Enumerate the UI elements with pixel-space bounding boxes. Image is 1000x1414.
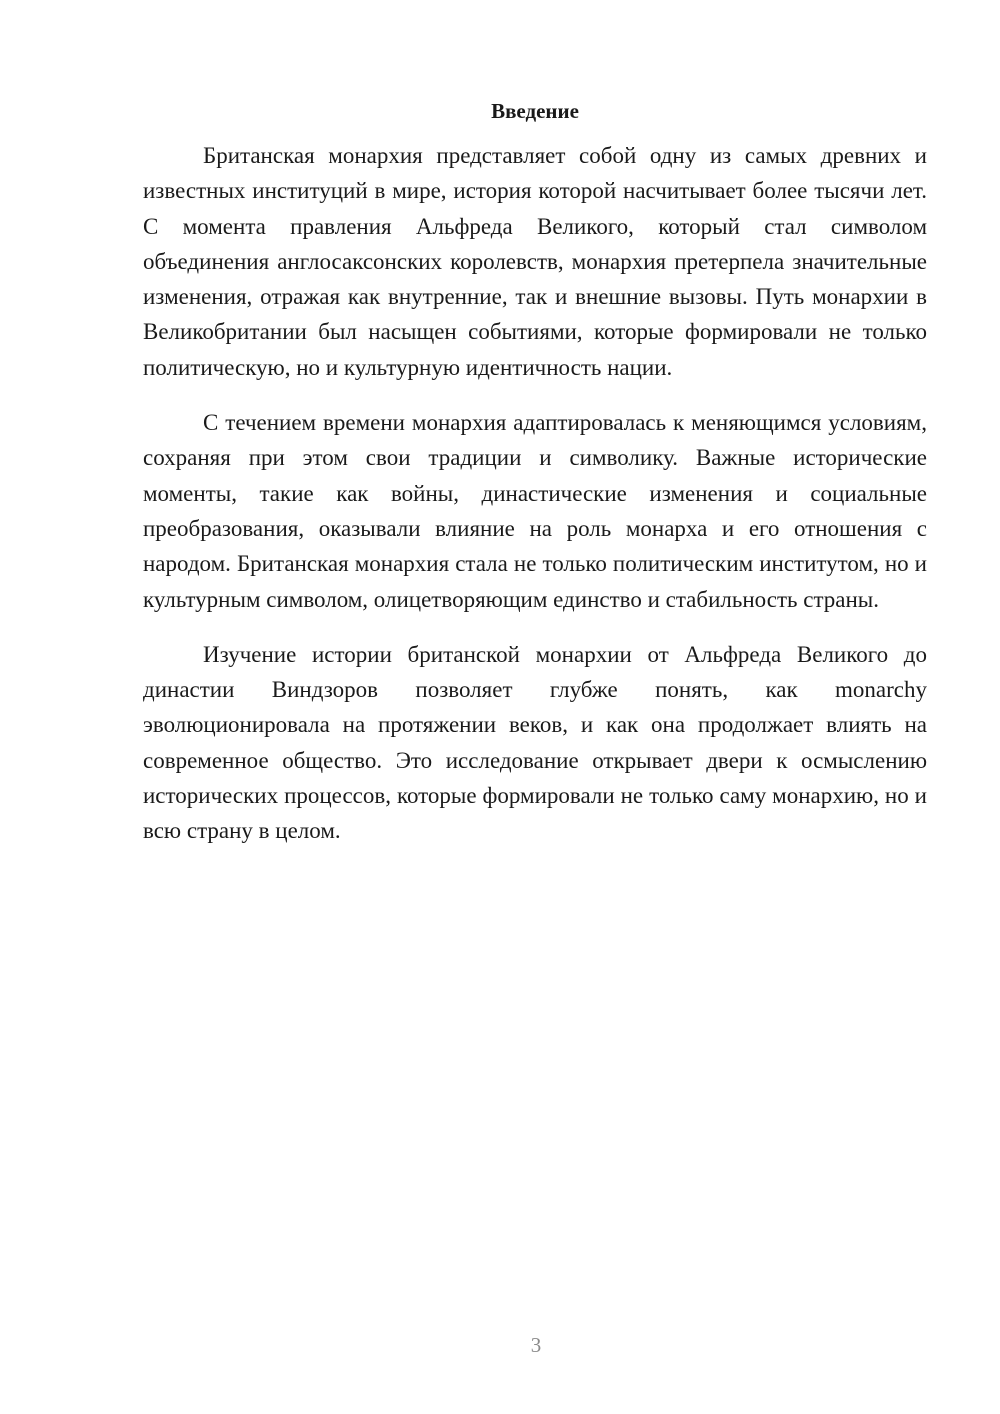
page-number: 3 — [530, 1333, 542, 1357]
section-heading: Введение — [491, 99, 579, 123]
paragraph-2: С течением времени монархия адаптировалась к меняющимся условиям, сохраняя при этом свои традиции и символику. Важные исторические моменты, такие как войны, династические изменения и социальные преобразования, оказывали влияние на роль монарха и его отношения с народом. Британская монархия стала не только политическим институтом, но и культурным символом, олицетворяющим единство и стабильность страны. — [143, 410, 927, 612]
page-content — [143, 96, 927, 869]
paragraph-3: Изучение истории британской монархии от Альфреда Великого до династии Виндзоров позволяет глубже понять, как monarchy эволюционировала на протяжении веков, и как она продолжает влиять на современное общество. Это исследование открывает двери к осмыслению исторических процессов, которые формировали не только саму монархию, но и всю страну в целом. — [143, 641, 927, 844]
paragraph-1: Британская монархия представляет собой одну из самых древних и известных институций в мире, история которой насчитывает более тысячи лет. С момента правления Альфреда Великого, который стал символом объединения англосаксонских королевств, монархия претерпела значительные изменения, отражая как внутренние, так и внешние вызовы. Путь монархии в Великобритании был насыщен событиями, которые формировали не только политическую, но и культурную идентичность нации. — [143, 143, 927, 380]
